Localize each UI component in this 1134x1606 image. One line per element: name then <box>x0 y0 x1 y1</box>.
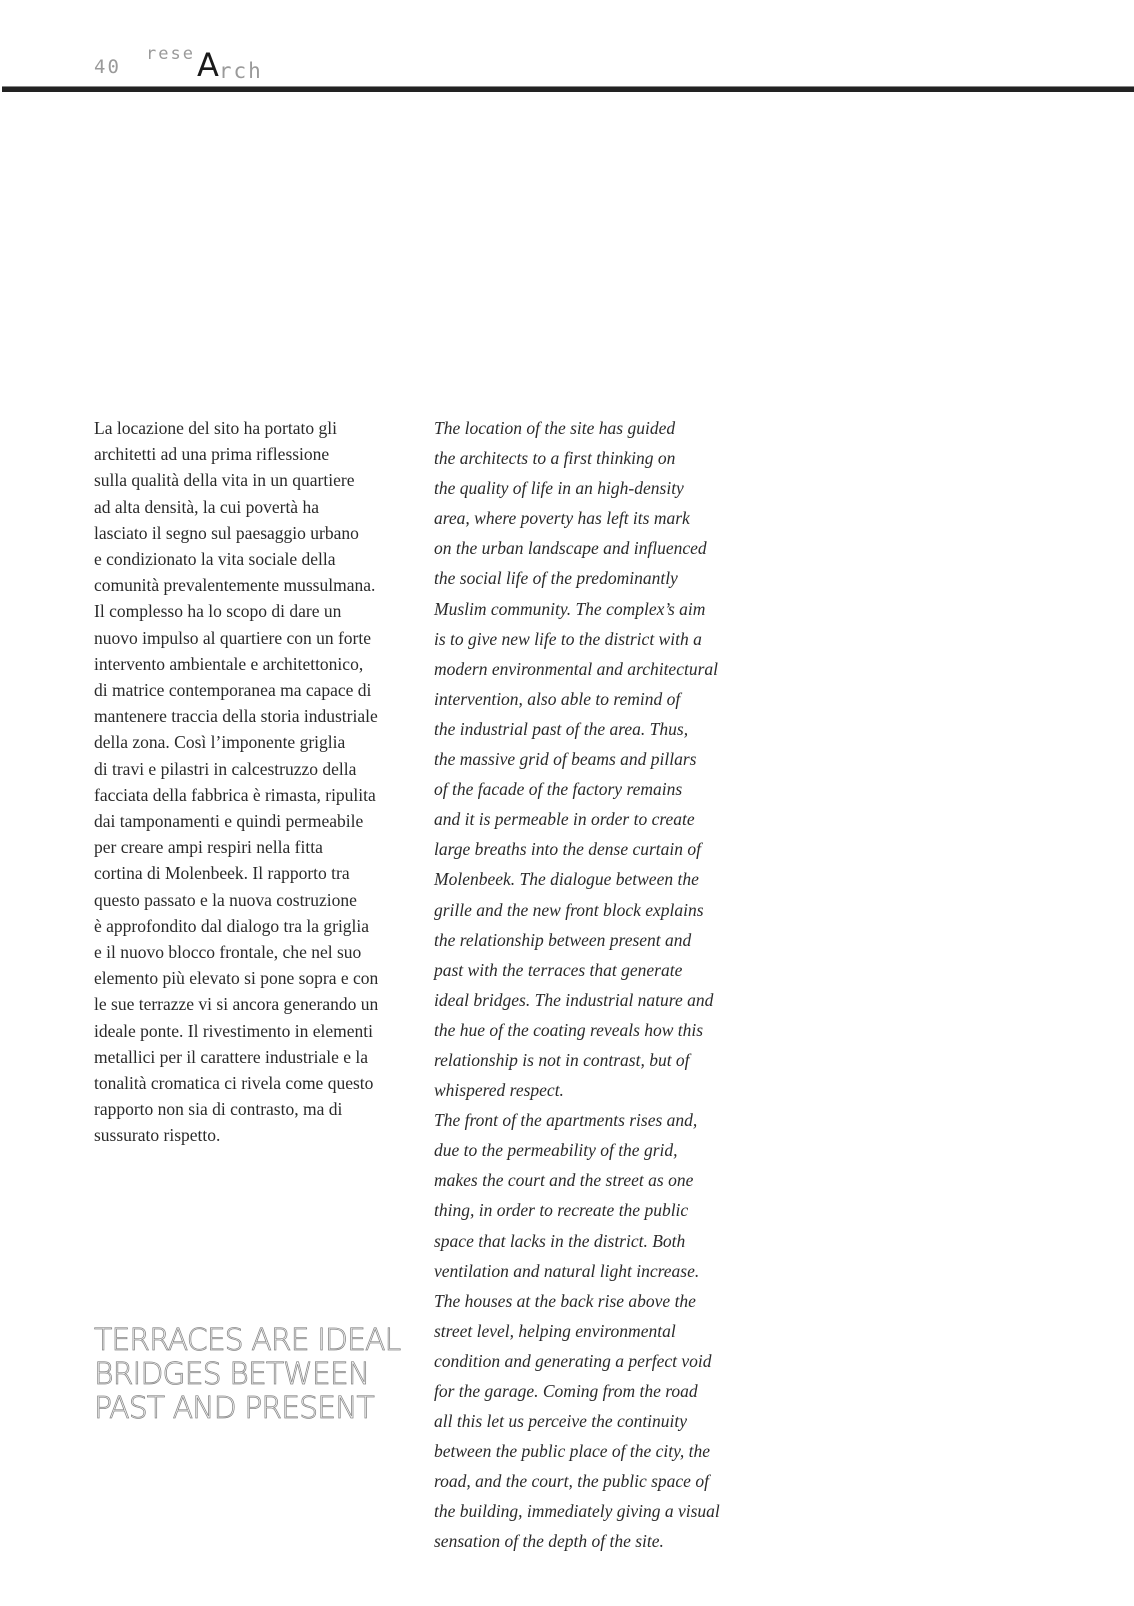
english-text-line: modern environmental and architectural <box>434 658 718 679</box>
english-text-line: large breaths into the dense curtain of <box>434 839 702 860</box>
english-text-line: the quality of life in an high-density <box>434 478 684 499</box>
english-text-line: the massive grid of beams and pillars <box>434 749 697 770</box>
english-text-line: street level, helping environmental <box>434 1320 676 1341</box>
english-text-line: for the garage. Coming from the road <box>434 1381 698 1401</box>
english-text-line: between the public place of the city, the <box>434 1441 711 1462</box>
english-text-line: grille and the new front block explains <box>434 899 704 920</box>
italian-text-line: di matrice contemporanea ma capace di <box>94 680 372 701</box>
english-text-line: thing, in order to recreate the public <box>434 1200 689 1221</box>
page-header <box>0 0 1134 92</box>
english-text-line: due to the permeability of the grid, <box>434 1140 678 1161</box>
italian-text-line: sussurato rispetto. <box>94 1125 221 1146</box>
english-text-line: the architects to a first thinking on <box>434 448 676 469</box>
italian-text-line: le sue terrazze vi si ancora generando un <box>94 994 379 1015</box>
brand-part-rch: rch <box>218 59 263 83</box>
english-text-line: the industrial past of the area. Thus, <box>434 718 689 739</box>
page-number: 40 <box>94 56 121 78</box>
english-text-line: relationship is not in contrast, but of <box>434 1049 690 1070</box>
english-text-line: The location of the site has guided <box>434 418 676 438</box>
english-text-line: the building, immediately giving a visual <box>434 1501 720 1522</box>
english-text-line: sensation of the depth of the site. <box>434 1531 664 1552</box>
english-text-column <box>434 413 754 1557</box>
brand-part-rese: rese <box>146 44 195 64</box>
pull-quote-line: BRIDGES BETWEEN <box>94 1357 370 1392</box>
italian-text-line: elemento più elevato si pone sopra e con <box>94 968 379 989</box>
english-text-line: all this let us perceive the continuity <box>434 1411 688 1432</box>
italian-text-line: cortina di Molenbeek. Il rapporto tra <box>94 863 350 884</box>
english-text-line: road, and the court, the public space of <box>434 1471 709 1492</box>
english-text-line: the relationship between present and <box>434 929 692 950</box>
italian-text-line: La locazione del sito ha portato gli <box>94 418 337 438</box>
english-text-line: the social life of the predominantly <box>434 568 678 589</box>
english-text-line: The front of the apartments rises and, <box>434 1110 698 1131</box>
italian-text-line: ideale ponte. Il rivestimento in elementi <box>94 1020 373 1041</box>
english-text-line: makes the court and the street as one <box>434 1170 694 1191</box>
italian-text-line: e il nuovo blocco frontale, che nel suo <box>94 942 362 963</box>
english-text-line: intervention, also able to remind of <box>434 688 681 709</box>
english-text-line: ventilation and natural light increase. <box>434 1260 700 1281</box>
header-rule <box>2 86 1134 92</box>
italian-text-line: della zona. Così l’imponente griglia <box>94 732 346 753</box>
italian-text-line: questo passato e la nuova costruzione <box>94 889 357 910</box>
italian-text-line: sulla qualità della vita in un quartiere <box>94 470 355 491</box>
brand-logo <box>146 44 263 82</box>
italian-text-line: lasciato il segno sul paesaggio urbano <box>94 522 359 543</box>
italian-text-line: e condizionato la vita sociale della <box>94 549 336 570</box>
english-text-line: past with the terraces that generate <box>434 959 683 980</box>
english-text-line: condition and generating a perfect void <box>434 1350 712 1371</box>
english-text-line: ideal bridges. The industrial nature and <box>434 989 714 1010</box>
italian-text-line: ad alta densità, la cui povertà ha <box>94 496 319 517</box>
italian-text-line: di travi e pilastri in calcestruzzo della <box>94 758 357 779</box>
english-text-line: of the facade of the factory remains <box>434 779 683 800</box>
english-text-line: Molenbeek. The dialogue between the <box>434 869 699 890</box>
pull-quote <box>94 1324 414 1426</box>
pull-quote-line: PAST AND PRESENT <box>94 1391 374 1426</box>
brand-part-a: A <box>196 46 219 84</box>
pull-quote-line: TERRACES ARE IDEAL <box>94 1323 401 1358</box>
english-text-line: The houses at the back rise above the <box>434 1290 696 1311</box>
italian-text-line: mantenere traccia della storia industriale <box>94 706 378 727</box>
english-text-line: area, where poverty has left its mark <box>434 508 690 529</box>
italian-text-line: nuovo impulso al quartiere con un forte <box>94 627 372 648</box>
italian-text-line: rapporto non sia di contrasto, ma di <box>94 1099 343 1120</box>
english-text-line: is to give new life to the district with a <box>434 628 702 649</box>
italian-text-line: facciata della fabbrica è rimasta, ripulita <box>94 784 376 805</box>
english-text-line: on the urban landscape and influenced <box>434 538 707 559</box>
italian-text-line: per creare ampi respiri nella fitta <box>94 837 323 858</box>
english-text-line: Muslim community. The complex’s aim <box>434 598 706 619</box>
italian-text-line: architetti ad una prima riflessione <box>94 444 330 465</box>
italian-text-column <box>94 415 424 1149</box>
english-text-line: whispered respect. <box>434 1080 564 1101</box>
italian-text-line: Il complesso ha lo scopo di dare un <box>94 601 342 622</box>
italian-text-line: è approfondito dal dialogo tra la griglia <box>94 915 370 936</box>
italian-text-line: dai tamponamenti e quindi permeabile <box>94 811 364 832</box>
english-text-line: the hue of the coating reveals how this <box>434 1019 704 1040</box>
english-text-line: and it is permeable in order to create <box>434 809 695 830</box>
english-text-line: space that lacks in the district. Both <box>434 1230 686 1251</box>
italian-text-line: comunità prevalentemente mussulmana. <box>94 575 376 596</box>
italian-text-line: intervento ambientale e architettonico, <box>94 653 364 674</box>
italian-text-line: metallici per il carattere industriale e la <box>94 1046 369 1067</box>
italian-text-line: tonalità cromatica ci rivela come questo <box>94 1073 374 1094</box>
